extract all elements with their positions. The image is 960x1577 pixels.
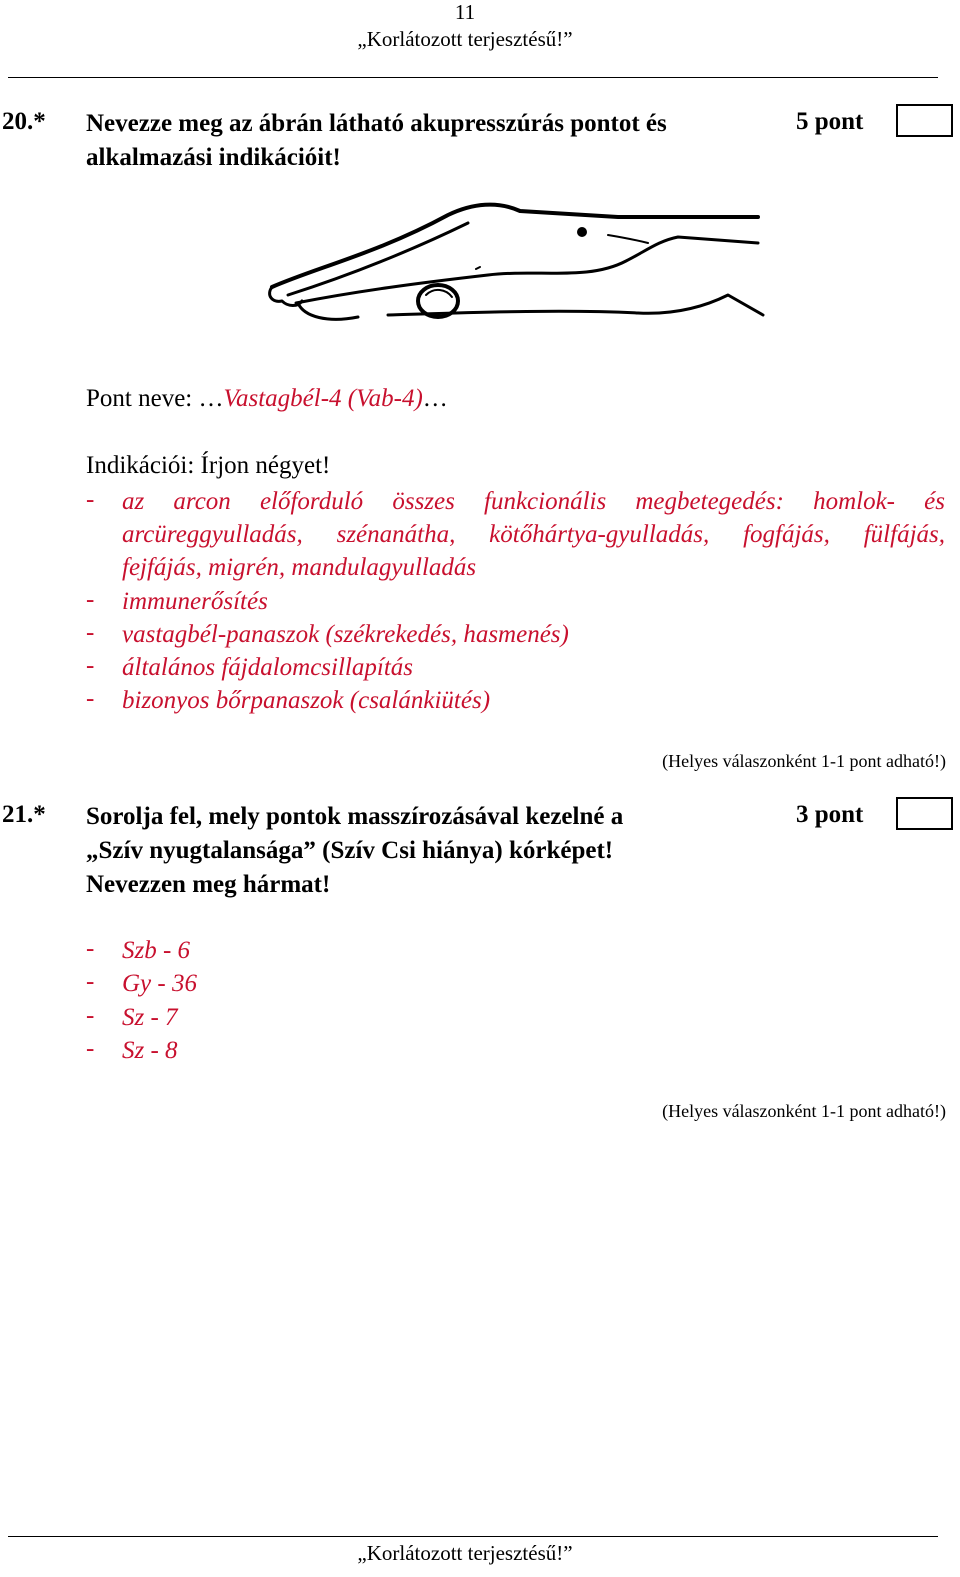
q20-score-box[interactable] bbox=[896, 104, 953, 137]
indications-label: Indikációi: Írjon négyet! bbox=[86, 452, 331, 479]
q20-answer-1-line3: fejfájás, migrén, mandulagyulladás bbox=[122, 554, 477, 581]
q20-answer-dash: - bbox=[86, 652, 95, 679]
q20-answer-dash: - bbox=[86, 586, 95, 613]
point-name-trail: … bbox=[422, 385, 448, 412]
q21-points: 3 pont bbox=[796, 801, 864, 828]
q21-answer-dash: - bbox=[86, 1035, 95, 1062]
q20-answer-4: általános fájdalomcsillapítás bbox=[122, 654, 413, 681]
q21-number: 21.* bbox=[2, 801, 46, 828]
header-rule bbox=[8, 77, 938, 78]
q20-points: 5 pont bbox=[796, 108, 864, 135]
point-name-label: Pont neve: … bbox=[86, 385, 224, 412]
q20-answer-1-line1: az arcon előforduló összes funkcionális megbetegedés: homlok- és bbox=[122, 488, 945, 515]
q21-score-box[interactable] bbox=[896, 797, 953, 830]
q21-answer-2: Gy - 36 bbox=[122, 970, 197, 997]
point-name-line bbox=[86, 385, 448, 413]
q21-answer-dash: - bbox=[86, 935, 95, 962]
q21-text-line1: Sorolja fel, mely pontok masszírozásával kezelné a bbox=[86, 803, 624, 830]
q20-answer-1-line2: arcüreggyulladás, szénanátha, kötőhártya-gyulladás, fogfájás, fülfájás, bbox=[122, 521, 945, 548]
q21-scoring-note: (Helyes válaszonként 1-1 pont adható!) bbox=[662, 1101, 946, 1121]
q20-text-line1: Nevezze meg az ábrán látható akupresszúrás pontot és bbox=[86, 110, 667, 137]
header-title: „Korlátozott terjesztésű!” bbox=[357, 27, 573, 51]
q21-answer-3: Sz - 7 bbox=[122, 1004, 178, 1031]
q21-answer-1: Szb - 6 bbox=[122, 937, 191, 964]
q21-answer-dash: - bbox=[86, 1002, 95, 1029]
q20-answer-5: bizonyos bőrpanaszok (csalánkiütés) bbox=[122, 687, 491, 714]
q21-text-line3: Nevezzen meg hármat! bbox=[86, 871, 331, 898]
q21-text-line2: „Szív nyugtalansága” (Szív Csi hiánya) kórképet! bbox=[86, 837, 614, 864]
q21-answer-dash: - bbox=[86, 968, 95, 995]
q20-answer-dash: - bbox=[86, 486, 95, 513]
q20-answer-dash: - bbox=[86, 685, 95, 712]
point-name-value: Vastagbél-4 (Vab-4) bbox=[223, 385, 423, 412]
q20-number: 20.* bbox=[2, 108, 46, 135]
q20-answer-3: vastagbél-panaszok (székrekedés, hasmenés) bbox=[122, 621, 569, 648]
q20-text-line2: alkalmazási indikációit! bbox=[86, 144, 341, 171]
q20-scoring-note: (Helyes válaszonként 1-1 pont adható!) bbox=[662, 751, 946, 771]
footer-title: „Korlátozott terjesztésű!” bbox=[357, 1541, 573, 1565]
q20-answer-2: immunerősítés bbox=[122, 588, 268, 615]
q20-answer-dash: - bbox=[86, 619, 95, 646]
acupoint-marker bbox=[577, 227, 587, 237]
q21-answer-4: Sz - 8 bbox=[122, 1037, 178, 1064]
hand-acupressure-illustration bbox=[258, 195, 778, 350]
footer-rule bbox=[8, 1536, 938, 1537]
page-number: 11 bbox=[454, 0, 476, 24]
